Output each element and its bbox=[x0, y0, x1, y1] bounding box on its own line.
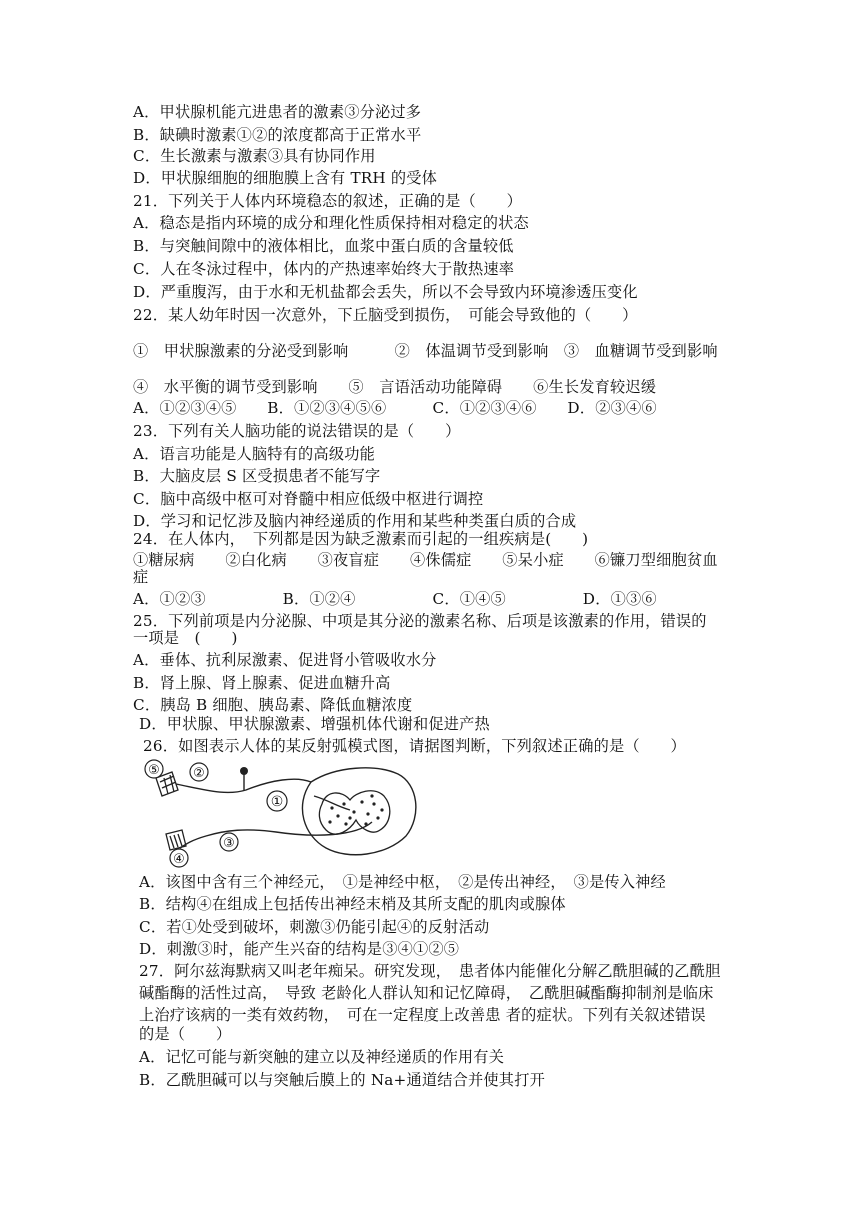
q20-option-a: A．甲状腺机能亢进患者的激素③分泌过多 bbox=[133, 103, 422, 121]
label-3: ③ bbox=[223, 836, 235, 851]
q21-option-d: D．严重腹泻，由于水和无机盐都会丢失，所以不会导致内环境渗透压变化 bbox=[133, 283, 638, 301]
q23-option-d: D．学习和记忆涉及脑内神经递质的作用和某些种类蛋白质的合成 bbox=[133, 512, 577, 530]
q21-stem: 21．下列关于人体内环境稳态的叙述，正确的是（ ） bbox=[133, 192, 523, 210]
reflex-arc-diagram bbox=[136, 756, 436, 868]
q20-option-c: C．生长激素与激素③具有协同作用 bbox=[133, 147, 376, 165]
q26-option-d: D．刺激③时，能产生兴奋的结构是③④①②⑤ bbox=[139, 940, 460, 958]
q20-option-b: B．缺碘时激素①②的浓度都高于正常水平 bbox=[133, 126, 422, 144]
q24-items-continued: 症 bbox=[133, 568, 149, 586]
q25-option-c: C．胰岛 B 细胞、胰岛素、降低血糖浓度 bbox=[133, 696, 413, 714]
label-5: ⑤ bbox=[148, 763, 160, 778]
q23-option-a: A．语言功能是人脑特有的高级功能 bbox=[133, 445, 375, 463]
q27-option-a: A．记忆可能与新突触的建立以及神经递质的作用有关 bbox=[139, 1048, 505, 1066]
q27-stem-line2: 碱酯酶的活性过高， 导致 老龄化人群认知和记忆障碍， 乙酰胆碱酯酶抑制剂是临床 bbox=[139, 984, 714, 1002]
q23-option-c: C．脑中高级中枢可对脊髓中相应低级中枢进行调控 bbox=[133, 490, 484, 508]
q23-stem: 23．下列有关人脑功能的说法错误的是（ ） bbox=[133, 422, 461, 440]
ganglion-dot bbox=[240, 767, 248, 775]
q24-stem: 24．在人体内， 下列都是因为缺乏激素而引起的一组疾病是( ) bbox=[133, 530, 589, 548]
label-2: ② bbox=[193, 766, 205, 781]
label-1: ① bbox=[270, 794, 284, 810]
q20-option-d: D．甲状腺细胞的细胞膜上含有 TRH 的受体 bbox=[133, 169, 438, 187]
q21-option-c: C．人在冬泳过程中，体内的产热速率始终大于散热速率 bbox=[133, 260, 515, 278]
q27-stem-line4: 的是（ ） bbox=[139, 1025, 232, 1043]
q25-option-d: D．甲状腺、甲状腺激素、增强机体代谢和促进产热 bbox=[139, 715, 490, 733]
q22-items-line2: ④ 水平衡的调节受到影响 ⑤ 言语活动功能障碍 ⑥生长发育较迟缓 bbox=[133, 378, 657, 396]
q25-stem-line2: 一项是 ( ) bbox=[133, 629, 238, 647]
q24-options: A．①②③ B．①②④ C．①④⑤ D．①③⑥ bbox=[133, 590, 657, 608]
q21-option-a: A．稳态是指内环境的成分和理化性质保持相对稳定的状态 bbox=[133, 214, 529, 232]
q21-option-b: B．与突触间隙中的液体相比，血浆中蛋白质的含量较低 bbox=[133, 237, 514, 255]
efferent-nerve bbox=[180, 822, 372, 848]
q24-items: ①糖尿病 ②白化病 ③夜盲症 ④侏儒症 ⑤呆小症 ⑥镰刀型细胞贫血 bbox=[133, 551, 718, 569]
q23-option-b: B．大脑皮层 S 区受损患者不能写字 bbox=[133, 467, 381, 485]
q25-stem-line1: 25．下列前项是内分泌腺、中项是其分泌的激素名称、后项是该激素的作用，错误的 bbox=[133, 612, 707, 630]
effector-shape bbox=[166, 830, 186, 850]
q26-option-a: A．该图中含有三个神经元， ①是神经中枢， ②是传出神经， ③是传入神经 bbox=[139, 873, 666, 891]
q22-items-line1: ① 甲状腺激素的分泌受到影响 ② 体温调节受到影响 ③ 血糖调节受到影响 bbox=[133, 342, 718, 360]
q22-stem: 22．某人幼年时因一次意外，下丘脑受到损伤， 可能会导致他的（ ） bbox=[133, 306, 638, 324]
q25-option-b: B．肾上腺、肾上腺素、促进血糖升高 bbox=[133, 674, 391, 692]
q27-stem-line1: 27．阿尔兹海默病又叫老年痴呆。研究发现， 患者体内能催化分解乙酰胆碱的乙酰胆 bbox=[139, 962, 721, 980]
q22-options: A．①②③④⑤ B．①②③④⑤⑥ C．①②③④⑥ D．②③④⑥ bbox=[133, 399, 657, 417]
q27-stem-line3: 上治疗该病的一类有效药物， 可在一定程度上改善患 者的症状。下列有关叙述错误 bbox=[139, 1006, 706, 1024]
q25-option-a: A．垂体、抗利尿激素、促进肾小管吸收水分 bbox=[133, 651, 437, 669]
label-4: ④ bbox=[173, 852, 185, 867]
q27-option-b: B．乙酰胆碱可以与突触后膜上的 Na+通道结合并使其打开 bbox=[139, 1071, 545, 1089]
q26-option-b: B．结构④在组成上包括传出神经末梢及其所支配的肌肉或腺体 bbox=[139, 895, 566, 913]
q26-option-c: C．若①处受到破坏，刺激③仍能引起④的反射活动 bbox=[139, 918, 490, 936]
q26-stem: 26．如图表示人体的某反射弧模式图，请据图判断，下列叙述正确的是（ ） bbox=[143, 737, 686, 755]
